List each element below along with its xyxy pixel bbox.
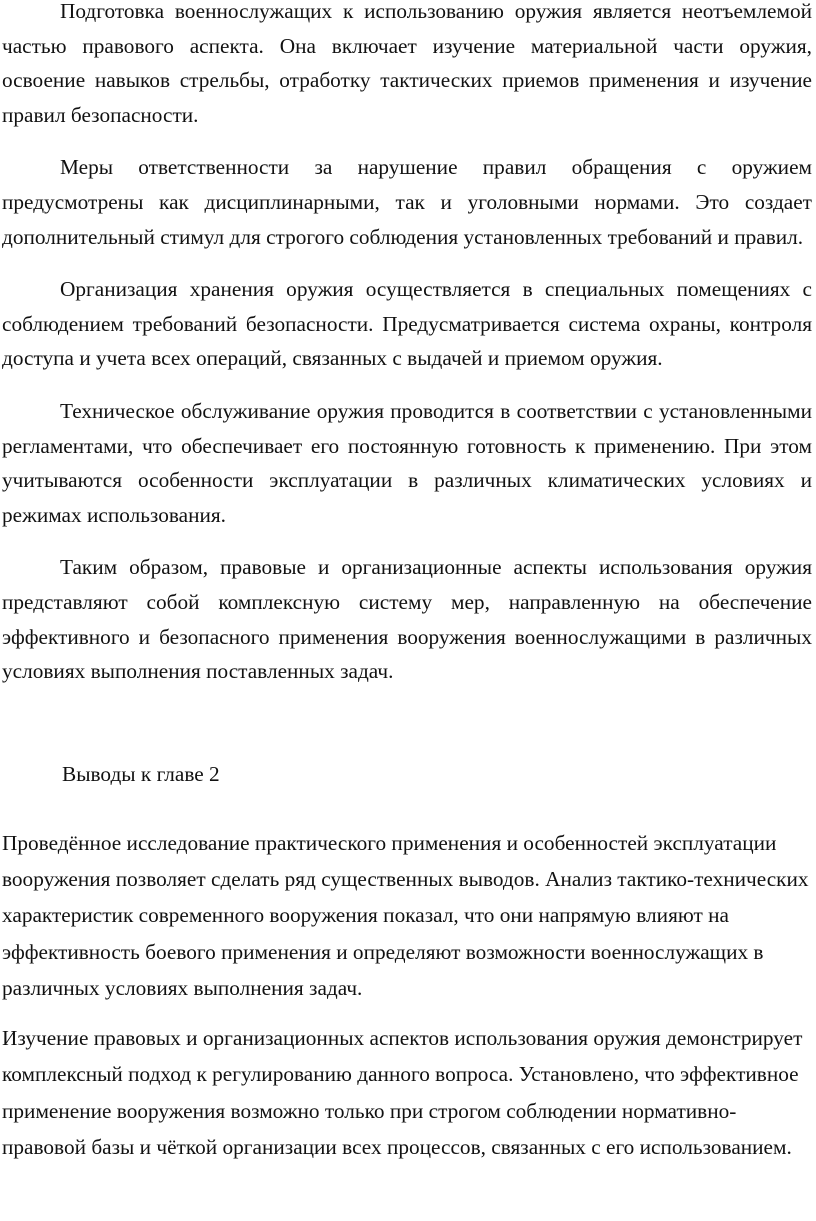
conclusion-paragraph-1: Проведённое исследование практического применения и особенностей эксплуатации вооружения позволяет сделать ряд существенных выводов. Анализ тактико-технических характеристик современного вооружения показал, что они напрямую влияют на эффективность боевого применения и определяют возможности военнослужащих в различных условиях выполнения задач. [2,830,809,1000]
paragraph-training: Подготовка военнослужащих к использованию оружия является неотъемлемой частью правового аспекта. Она включает изучение материальной части оружия, освоение навыков стрельбы, отработку тактических приемов применения и изучение правил безопасности. [2,0,812,127]
paragraph-storage: Организация хранения оружия осуществляется в специальных помещениях с соблюдением требований безопасности. Предусматривается система охраны, контроля доступа и учета всех операций, связанных с выдачей и приемом оружия. [2,277,812,371]
conclusion-paragraph-2: Изучение правовых и организационных аспектов использования оружия демонстрирует комплексный подход к регулированию данного вопроса. Установлено, что эффективное применение вооружения возможно только при строгом соблюдении нормативно-правовой базы и чёткой организации всех процессов, связанных с его использованием. [2,1026,803,1160]
paragraph-maintenance: Техническое обслуживание оружия проводится в соответствии с установленными регламентами, что обеспечивает его постоянную готовность к применению. При этом учитываются особенности эксплуатации в различных климатических условиях и режимах использования. [2,398,812,527]
chapter-conclusions-heading: Выводы к главе 2 [62,761,220,786]
paragraph-summary: Таким образом, правовые и организационные аспекты использования оружия представляют собой комплексную систему мер, направленную на обеспечение эффективного и безопасного применения вооружения военнослужащими в различных условиях выполнения поставленных задач. [2,555,812,684]
paragraph-responsibility: Меры ответственности за нарушение правил обращения с оружием предусмотрены как дисциплинарными, так и уголовными нормами. Это создает дополнительный стимул для строгого соблюдения установленных требований и правил. [2,155,812,249]
